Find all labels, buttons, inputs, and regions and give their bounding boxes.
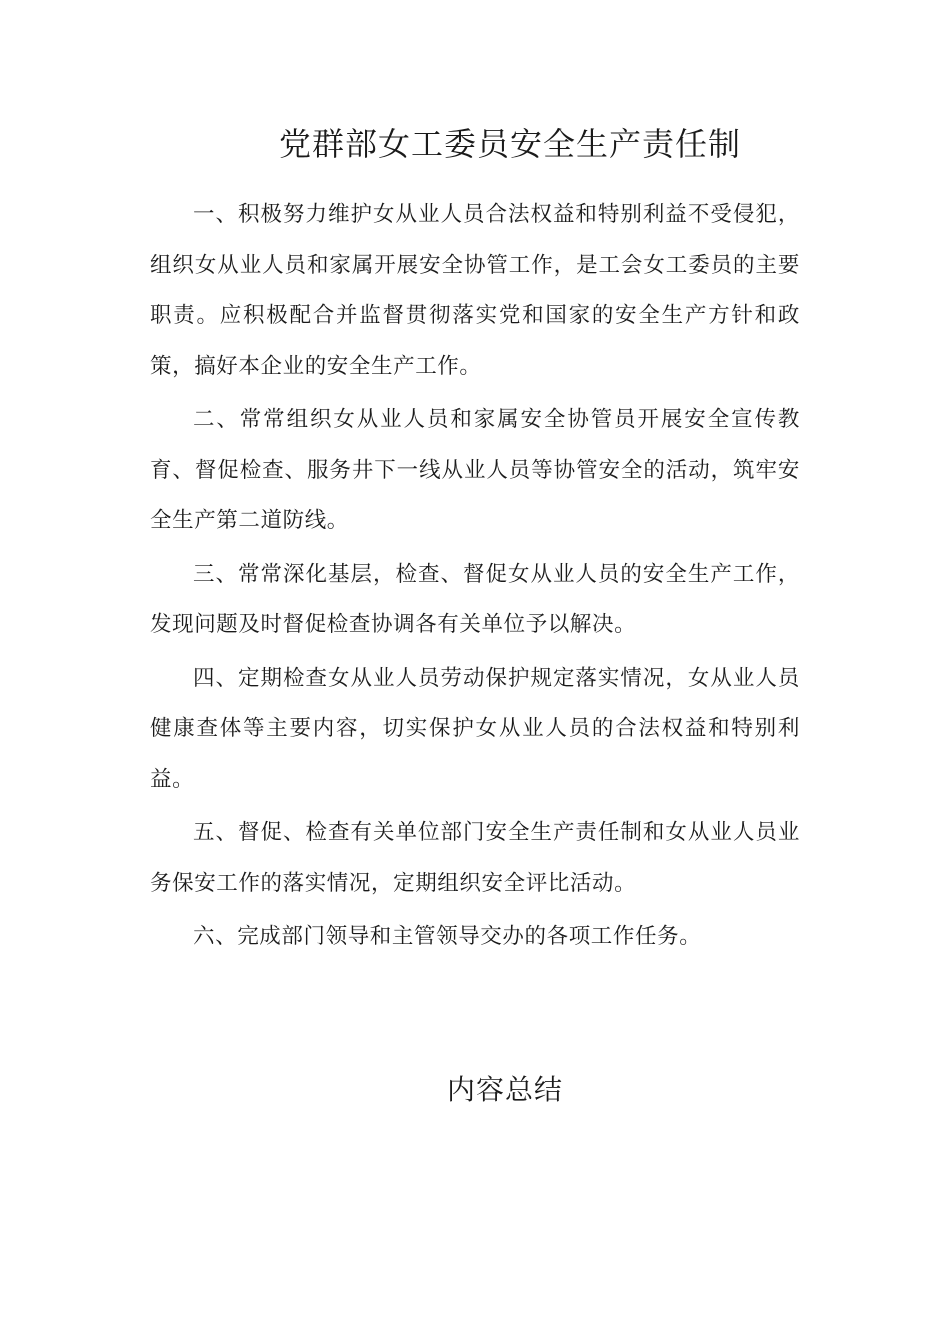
paragraph-4: 四、定期检查女从业人员劳动保护规定落实情况，女从业人员健康查体等主要内容，切实保护女从业人员的合法权益和特别利益。	[150, 665, 800, 792]
document-body	[150, 190, 800, 966]
paragraph-2: 二、常常组织女从业人员和家属安全协管员开展安全宣传教育、督促检查、服务井下一线从业人员等协管安全的活动，筑牢安全生产第二道防线。	[150, 407, 800, 533]
document-title: 党群部女工委员安全生产责任制	[278, 125, 741, 163]
paragraph-6: 六、完成部门领导和主管领导交办的各项工作任务。	[193, 924, 702, 949]
summary-heading: 内容总结	[446, 1073, 563, 1106]
paragraph-1: 一、积极努力维护女从业人员合法权益和特别利益不受侵犯，组织女从业人员和家属开展安全协管工作，是工会女工委员的主要职责。应积极配合并监督贯彻落实党和国家的安全生产方针和政策，搞好本企业的安全生产工作。	[150, 202, 800, 379]
paragraph-3: 三、常常深化基层，检查、督促女从业人员的安全生产工作，发现问题及时督促检查协调各有关单位予以解决。	[150, 561, 800, 637]
paragraph-5: 五、督促、检查有关单位部门安全生产责任制和女从业人员业务保安工作的落实情况，定期组织安全评比活动。	[150, 820, 800, 896]
